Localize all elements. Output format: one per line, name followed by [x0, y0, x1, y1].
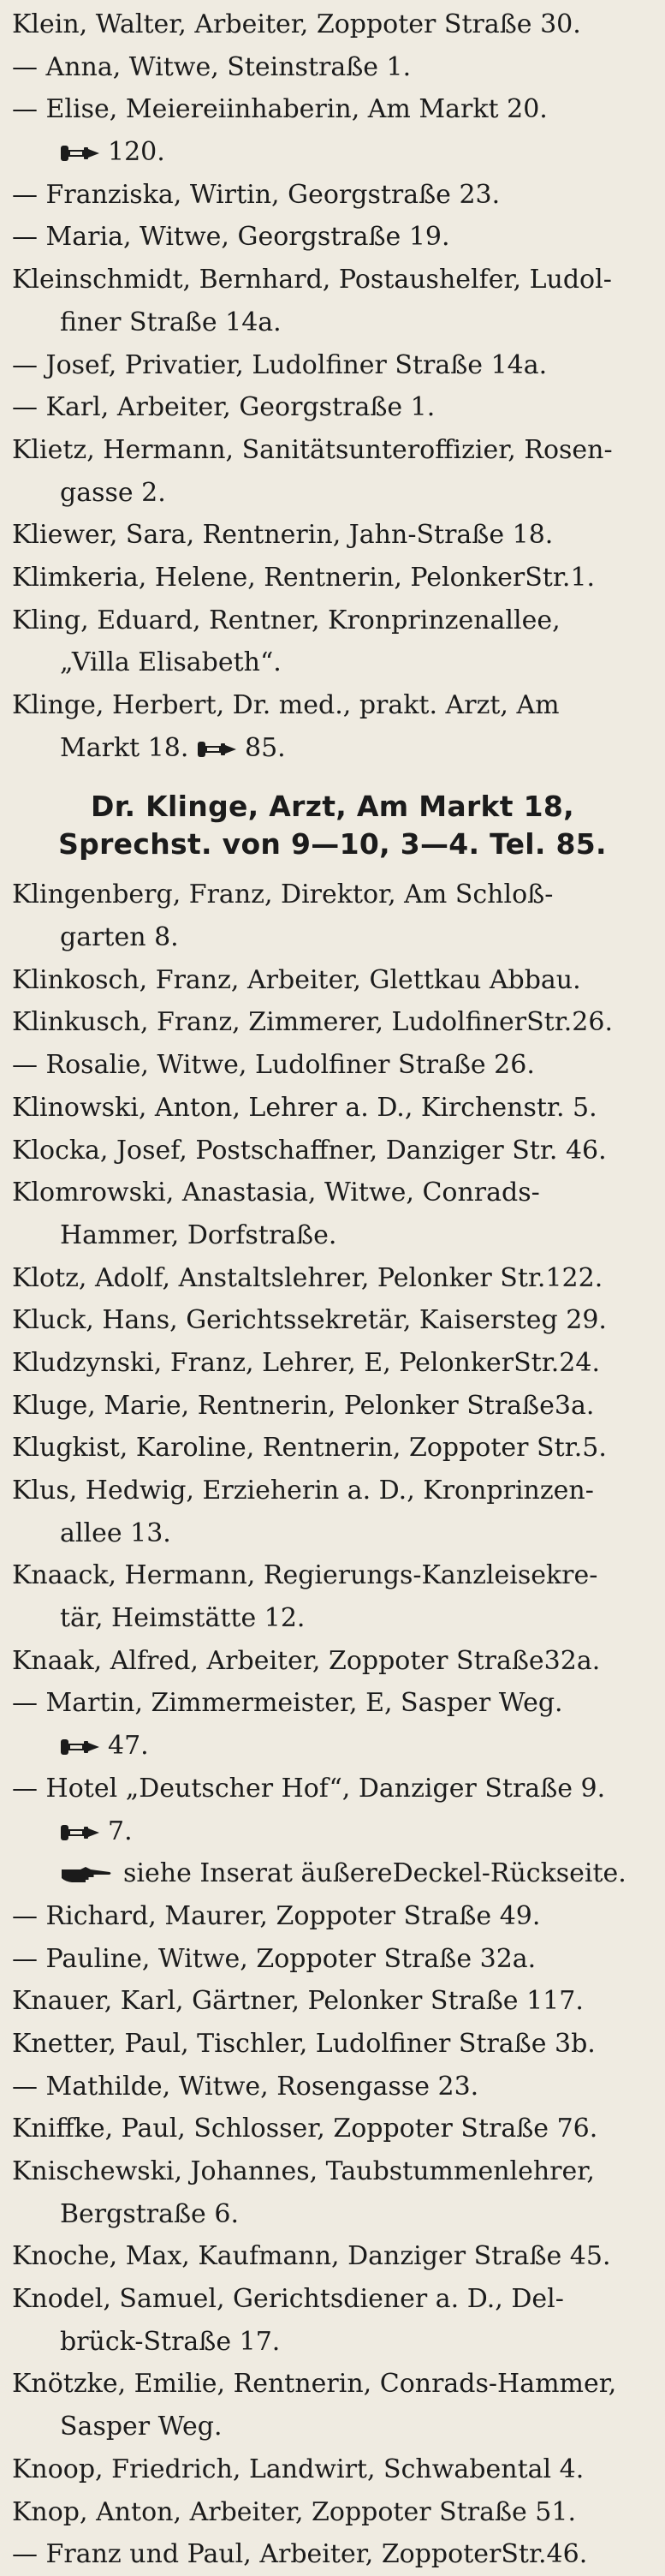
entry-text: Klinowski, Anton, Lehrer a. D., Kirchenstr. 5. [12, 1092, 597, 1123]
entry-text: Markt 18. [60, 732, 189, 763]
entry-text: Kniffke, Paul, Schlosser, Zoppoter Straße 76. [12, 2114, 598, 2144]
entry-text: garten 8. [60, 922, 179, 953]
directory-entry [12, 1640, 653, 1683]
entry-text: Knodel, Samuel, Gerichtsdiener a. D., Del- [12, 2284, 564, 2315]
entry-continuation [12, 727, 653, 770]
directory-entry [12, 2533, 653, 2576]
entry-text: Kludzynski, Franz, Lehrer, E, PelonkerStr.24. [12, 1347, 601, 1378]
entry-text: — Elise, Meiereiinhaberin, Am Markt 20. [12, 94, 548, 125]
entry-continuation [12, 472, 653, 515]
entry-text: finer Straße 14a. [60, 307, 282, 337]
pointing-hand-icon [60, 1864, 113, 1885]
telephone-icon [60, 143, 101, 164]
entry-text: Knötzke, Emilie, Rentnerin, Conrads-Hammer, [12, 2369, 617, 2400]
directory-entry [12, 429, 653, 472]
directory-entry [12, 2066, 653, 2108]
entry-text: — Pauline, Witwe, Zoppoter Straße 32a. [12, 1943, 537, 1974]
entry-text: Klietz, Hermann, Sanitätsunteroffizier, Rosen- [12, 434, 613, 465]
entry-text: — Hotel „Deutscher Hof“, Danziger Straße 9. [12, 1773, 606, 1804]
advertisement-line: Dr. Klinge, Arzt, Am Markt 18, [91, 790, 574, 824]
directory-entry [12, 344, 653, 387]
entry-text: — Martin, Zimmermeister, E, Sasper Weg. [12, 1688, 563, 1719]
phone-number: 7. [108, 1816, 133, 1846]
directory-entry [12, 2448, 653, 2491]
entry-text: Knaack, Hermann, Regierungs-Kanzleisekre- [12, 1560, 598, 1591]
entry-text: siehe Inserat äußereDeckel-Rückseite. [123, 1858, 626, 1889]
directory-entry [12, 88, 653, 131]
entry-text: allee 13. [60, 1518, 171, 1548]
entry-text: — Rosalie, Witwe, Ludolfiner Straße 26. [12, 1050, 535, 1081]
directory-entry [12, 259, 653, 301]
entry-continuation [12, 641, 653, 684]
entry-continuation [12, 2321, 653, 2364]
directory-entry [12, 1470, 653, 1512]
directory-entry [12, 2491, 653, 2534]
directory-entry [12, 2023, 653, 2066]
advertisement-line: Sprechst. von 9—10, 3—4. Tel. 85. [58, 827, 607, 862]
entry-continuation [12, 916, 653, 959]
directory-entry [12, 1895, 653, 1938]
entry-continuation [12, 1214, 653, 1257]
phone-number: 120. [108, 137, 165, 168]
directory-entry [12, 2363, 653, 2406]
telephone-icon [60, 1737, 101, 1757]
entry-text: Bergstraße 6. [60, 2198, 239, 2229]
entry-text: Kling, Eduard, Rentner, Kronprinzenallee, [12, 605, 561, 635]
directory-entry [12, 2235, 653, 2278]
directory-entry [12, 1682, 653, 1725]
entry-text: — Franziska, Wirtin, Georgstraße 23. [12, 179, 501, 210]
directory-entry [12, 514, 653, 557]
entry-text: Klinkusch, Franz, Zimmerer, LudolfinerStr.26. [12, 1007, 613, 1038]
directory-entry [12, 557, 653, 599]
telephone-line [12, 131, 653, 174]
entry-text: gasse 2. [60, 477, 166, 508]
directory-entry [12, 599, 653, 642]
directory-entry [12, 2278, 653, 2321]
entry-text: Knoche, Max, Kaufmann, Danziger Straße 45. [12, 2241, 611, 2272]
entry-text: — Maria, Witwe, Georgstraße 19. [12, 222, 450, 253]
entry-text: — Josef, Privatier, Ludolfiner Straße 14a. [12, 349, 548, 380]
entry-text: Kluge, Marie, Rentnerin, Pelonker Straße3a. [12, 1390, 595, 1421]
entry-text: Knauer, Karl, Gärtner, Pelonker Straße 117. [12, 1986, 584, 2017]
directory-entry [12, 1768, 653, 1810]
entry-text: Knaak, Alfred, Arbeiter, Zoppoter Straße32a. [12, 1645, 601, 1676]
directory-entry [12, 1130, 653, 1172]
directory-entry [12, 2150, 653, 2193]
directory-entry [12, 1980, 653, 2023]
directory-entry [12, 46, 653, 89]
entry-text: Kleinschmidt, Bernhard, Postaushelfer, Ludol- [12, 265, 612, 295]
entry-text: — Franz und Paul, Arbeiter, ZoppoterStr.46. [12, 2539, 588, 2570]
entry-continuation [12, 1512, 653, 1555]
directory-entry [12, 1938, 653, 1981]
directory-entry [12, 1385, 653, 1428]
entry-text: Klus, Hedwig, Erzieherin a. D., Kronprinzen- [12, 1476, 594, 1506]
entry-text: Kluck, Hans, Gerichtssekretär, Kaisersteg 29. [12, 1305, 607, 1336]
entry-continuation [12, 1597, 653, 1640]
directory-entry [12, 1044, 653, 1087]
entry-text: „Villa Elisabeth“. [60, 647, 282, 678]
entry-text: Knoop, Friedrich, Landwirt, Schwabental 4. [12, 2454, 585, 2484]
entry-text: Klocka, Josef, Postschaffner, Danziger Str. 46. [12, 1135, 607, 1166]
directory-entry [12, 216, 653, 259]
directory-entry [12, 874, 653, 916]
entry-continuation [12, 2193, 653, 2236]
entry-text: Klingenberg, Franz, Direktor, Am Schloß- [12, 880, 554, 910]
directory-entry [12, 174, 653, 217]
entry-text: Hammer, Dorfstraße. [60, 1219, 337, 1250]
directory-entry [12, 1554, 653, 1597]
entry-continuation [12, 2406, 653, 2448]
directory-entry [12, 3, 653, 46]
entry-text: Klinkosch, Franz, Arbeiter, Glettkau Abbau. [12, 964, 581, 995]
directory-entry [12, 1001, 653, 1044]
telephone-icon [197, 739, 238, 760]
entry-text: — Mathilde, Witwe, Rosengasse 23. [12, 2071, 479, 2102]
entry-text: Knop, Anton, Arbeiter, Zoppoter Straße 51. [12, 2496, 576, 2527]
advertisement-block [12, 769, 653, 874]
entry-text: Kliewer, Sara, Rentnerin, Jahn-Straße 18. [12, 520, 554, 551]
directory-entry [12, 959, 653, 1002]
directory-entry [12, 1172, 653, 1214]
directory-entry [12, 684, 653, 727]
entry-text: Knischewski, Johannes, Taubstummenlehrer, [12, 2156, 595, 2186]
directory-entry [12, 1299, 653, 1342]
entry-text: — Anna, Witwe, Steinstraße 1. [12, 51, 412, 82]
telephone-icon [60, 1822, 101, 1843]
entry-text: brück-Straße 17. [60, 2326, 281, 2357]
directory-entry [12, 2108, 653, 2150]
phone-number: 85. [244, 732, 286, 763]
phone-number: 47. [108, 1731, 149, 1762]
entry-text: Klotz, Adolf, Anstaltslehrer, Pelonker Str.122. [12, 1262, 603, 1293]
entry-text: Sasper Weg. [60, 2412, 223, 2442]
entry-continuation [12, 301, 653, 344]
directory-entry [12, 1427, 653, 1470]
entry-text: — Karl, Arbeiter, Georgstraße 1. [12, 392, 436, 423]
entry-text: tär, Heimstätte 12. [60, 1603, 306, 1634]
entry-text: — Richard, Maurer, Zoppoter Straße 49. [12, 1900, 541, 1931]
entry-text: Klinge, Herbert, Dr. med., prakt. Arzt, Am [12, 690, 560, 720]
directory-entry [12, 1087, 653, 1130]
entry-text: Klomrowski, Anastasia, Witwe, Conrads- [12, 1178, 540, 1208]
entry-text: Klein, Walter, Arbeiter, Zoppoter Straße 30. [12, 9, 581, 39]
reference-note [12, 1852, 653, 1895]
directory-entry [12, 1257, 653, 1300]
entry-text: Klimkeria, Helene, Rentnerin, PelonkerStr.1. [12, 562, 596, 593]
directory-entry [12, 1342, 653, 1385]
directory-entry [12, 386, 653, 429]
telephone-line [12, 1810, 653, 1853]
telephone-line [12, 1725, 653, 1768]
entry-text: Klugkist, Karoline, Rentnerin, Zoppoter Str.5. [12, 1433, 607, 1464]
entry-text: Knetter, Paul, Tischler, Ludolfiner Straße 3b. [12, 2028, 596, 2059]
